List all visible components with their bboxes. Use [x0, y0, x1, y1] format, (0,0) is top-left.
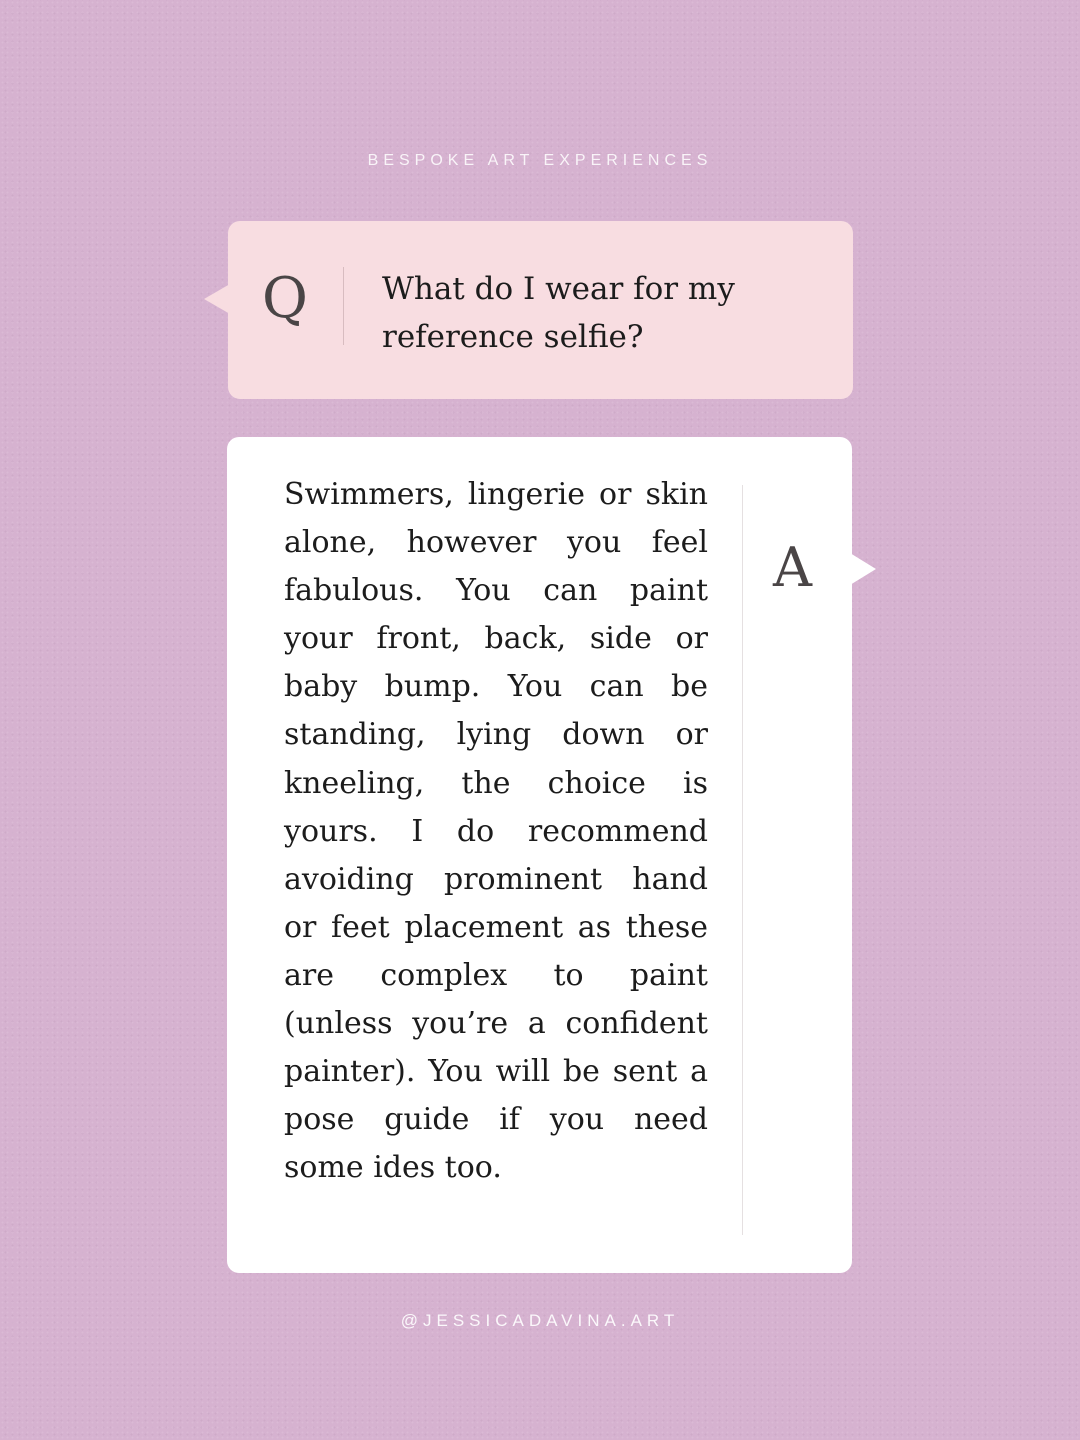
question-bubble: [228, 221, 853, 399]
answer-bubble: [227, 437, 852, 1273]
answer-text: Swimmers, lingerie or skin alone, however you feel fabulous. You can paint your front, back, side or baby bump. You can be standing, lying down or kneeling, the choice is yours. I do recommend avoiding prominent hand or feet placement as these are complex to paint (unless you’re a confident painter). You will be sent a pose guide if you need some ides too.: [284, 477, 708, 1186]
answer-marker: A: [773, 536, 812, 599]
question-text: What do I wear for my reference selfie?: [382, 271, 735, 355]
answer-divider: [742, 485, 743, 1235]
brand-eyebrow: BESPOKE ART EXPERIENCES: [367, 152, 713, 169]
social-handle: @JESSICADAVINA.ART: [400, 1311, 680, 1330]
question-divider: [343, 267, 344, 345]
question-marker: Q: [262, 266, 308, 331]
